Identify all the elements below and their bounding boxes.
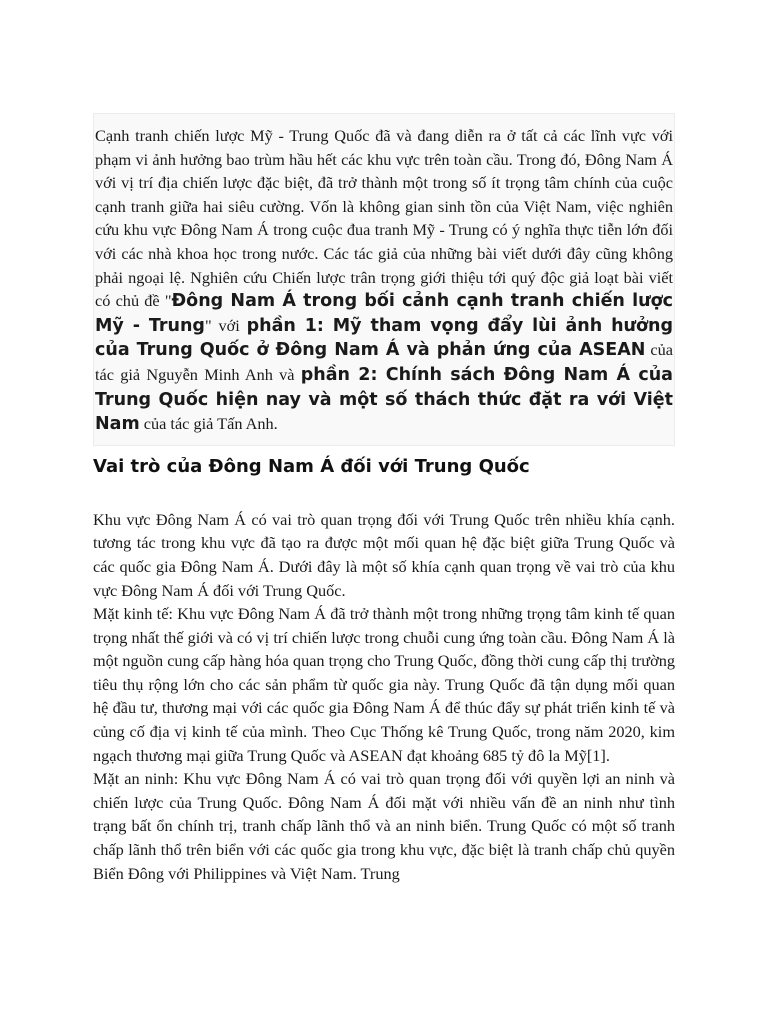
article-body	[93, 508, 675, 886]
intro-text: Cạnh tranh chiến lược Mỹ - Trung Quốc đã và đang diễn ra ở tất cả các lĩnh vực với phạm vi ảnh hưởng bao trùm hầu hết các khu vực trên toàn cầu. Trong đó, Đông Nam Á với vị trí địa chiến lược đặc biệt, đã trở thành một trong số ít trọng tâm chính của cuộc cạnh tranh giữa hai siêu cường. Vốn là không gian sinh tồn của Việt Nam, việc nghiên cứu khu vực Đông Nam Á trong cuộc đua tranh Mỹ - Trung có ý nghĩa thực tiễn lớn đối với các nhà khoa học trong nước. Các tác giả của những bài viết dưới đây cũng không phải ngoại lệ. Nghiên cứu Chiến lược trân trọng giới thiệu tới quý độc giả loạt bài viết có chủ đề "	[95, 126, 673, 311]
intro-box	[93, 113, 675, 446]
section-heading: Vai trò của Đông Nam Á đối với Trung Quốc	[93, 455, 530, 477]
part2-title: phần 2: Chính sách Đông Nam Á của Trung Quốc hiện nay và một số thách thức đặt ra với Việt Nam	[95, 364, 673, 435]
paragraph: Mặt an ninh: Khu vực Đông Nam Á có vai trò quan trọng đối với quyền lợi an ninh và chiến lược của Trung Quốc. Đông Nam Á đối mặt với nhiều vấn đề an ninh như tình trạng bất ổn chính trị, tranh chấp lãnh thổ và an ninh biển. Trung Quốc có một số tranh chấp lãnh thổ trên biển với các quốc gia trong khu vực, đặc biệt là tranh chấp chủ quyền Biển Đông với Philippines và Việt Nam. Trung	[93, 769, 675, 883]
part1-title: phần 1: Mỹ tham vọng đẩy lùi ảnh hưởng của Trung Quốc ở Đông Nam Á và phản ứng của ASEAN	[95, 315, 674, 361]
document-page	[93, 113, 675, 885]
paragraph: Khu vực Đông Nam Á có vai trò quan trọng đối với Trung Quốc trên nhiều khía cạnh. tương tác trong khu vực đã tạo ra được một mối quan hệ đặc biệt giữa Trung Quốc và các quốc gia Đông Nam Á. Dưới đây là một số khía cạnh quan trọng về vai trò của khu vực Đông Nam Á đối với Trung Quốc.	[93, 509, 675, 600]
intro-text: của tác giả Tấn Anh.	[139, 414, 278, 434]
series-title: Đông Nam Á trong bối cảnh cạnh tranh chiến lược Mỹ - Trung	[95, 291, 673, 336]
intro-text: của tác giả Nguyễn Minh Anh và	[95, 340, 673, 384]
paragraph: Mặt kinh tế: Khu vực Đông Nam Á đã trở thành một trong những trọng tâm kinh tế quan trọng nhất thế giới và có vị trí chiến lược trong chuỗi cung ứng toàn cầu. Đông Nam Á là một nguồn cung cấp hàng hóa quan trọng cho Trung Quốc, đồng thời cung cấp thị trường tiêu thụ rộng lớn cho các sản phẩm từ quốc gia này. Trung Quốc đã tận dụng mối quan hệ đầu tư, thương mại với các quốc gia Đông Nam Á để thúc đẩy sự phát triển kinh tế và củng cố địa vị kinh tế của mình. Theo Cục Thống kê Trung Quốc, trong năm 2020, kim ngạch thương mại giữa Trung Quốc và ASEAN đạt khoảng 685 tỷ đô la Mỹ[1].	[93, 604, 675, 765]
intro-text: " với	[204, 315, 247, 335]
